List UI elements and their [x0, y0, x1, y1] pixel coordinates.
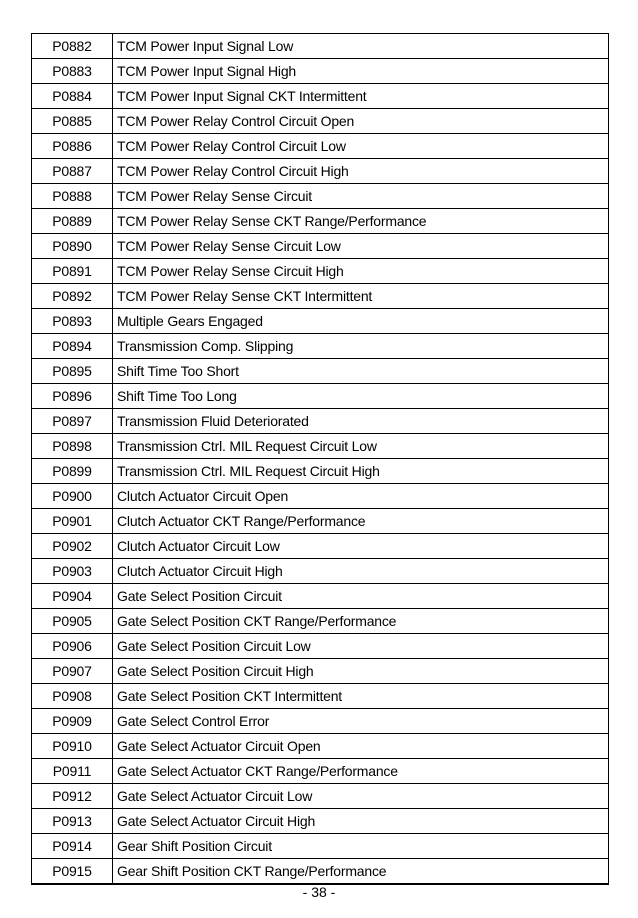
page-number: - 38 -: [302, 884, 336, 900]
dtc-code-cell: P0898: [32, 434, 113, 459]
dtc-code-cell: P0887: [32, 159, 113, 184]
dtc-description-cell: Transmission Fluid Deteriorated: [113, 409, 609, 434]
table-row: [32, 609, 609, 634]
dtc-description-cell: Transmission Ctrl. MIL Request Circuit High: [113, 459, 609, 484]
table-row: [32, 34, 609, 59]
dtc-code-cell: P0905: [32, 609, 113, 634]
table-row: [32, 809, 609, 834]
dtc-description-cell: Gate Select Position Circuit: [113, 584, 609, 609]
table-row: [32, 459, 609, 484]
table-row: [32, 59, 609, 84]
table-row: [32, 259, 609, 284]
dtc-description-cell: TCM Power Relay Sense Circuit: [113, 184, 609, 209]
dtc-code-cell: P0911: [32, 759, 113, 784]
dtc-description-cell: TCM Power Relay Sense Circuit Low: [113, 234, 609, 259]
dtc-description-cell: Transmission Comp. Slipping: [113, 334, 609, 359]
dtc-description-cell: Gate Select Actuator Circuit High: [113, 809, 609, 834]
table-row: [32, 759, 609, 784]
dtc-description-cell: Gate Select Position Circuit High: [113, 659, 609, 684]
dtc-description-cell: TCM Power Input Signal CKT Intermittent: [113, 84, 609, 109]
dtc-description-cell: Shift Time Too Short: [113, 359, 609, 384]
dtc-code-cell: P0892: [32, 284, 113, 309]
table-row: [32, 184, 609, 209]
dtc-code-cell: P0894: [32, 334, 113, 359]
dtc-description-cell: Gate Select Actuator CKT Range/Performance: [113, 759, 609, 784]
dtc-code-cell: P0899: [32, 459, 113, 484]
table-row: [32, 84, 609, 109]
dtc-code-cell: P0883: [32, 59, 113, 84]
dtc-code-cell: P0896: [32, 384, 113, 409]
table-row: [32, 434, 609, 459]
dtc-code-table: [31, 33, 609, 885]
dtc-code-cell: P0908: [32, 684, 113, 709]
table-row: [32, 334, 609, 359]
dtc-code-cell: P0900: [32, 484, 113, 509]
dtc-code-cell: P0912: [32, 784, 113, 809]
table-row: [32, 234, 609, 259]
table-row: [32, 784, 609, 809]
dtc-description-cell: Clutch Actuator Circuit High: [113, 559, 609, 584]
table-row: [32, 159, 609, 184]
dtc-description-cell: Gate Select Actuator Circuit Low: [113, 784, 609, 809]
dtc-description-cell: Shift Time Too Long: [113, 384, 609, 409]
dtc-code-cell: P0907: [32, 659, 113, 684]
table-row: [32, 309, 609, 334]
table-row: [32, 209, 609, 234]
dtc-description-cell: Gate Select Position CKT Intermittent: [113, 684, 609, 709]
dtc-description-cell: TCM Power Relay Sense Circuit High: [113, 259, 609, 284]
dtc-description-cell: TCM Power Relay Sense CKT Intermittent: [113, 284, 609, 309]
dtc-description-cell: TCM Power Input Signal High: [113, 59, 609, 84]
dtc-code-cell: P0890: [32, 234, 113, 259]
table-row: [32, 859, 609, 885]
dtc-description-cell: TCM Power Relay Control Circuit Open: [113, 109, 609, 134]
dtc-description-cell: Gate Select Control Error: [113, 709, 609, 734]
dtc-description-cell: TCM Power Relay Sense CKT Range/Performance: [113, 209, 609, 234]
dtc-code-cell: P0895: [32, 359, 113, 384]
dtc-description-cell: TCM Power Relay Control Circuit High: [113, 159, 609, 184]
table-row: [32, 284, 609, 309]
table-row: [32, 409, 609, 434]
dtc-code-cell: P0906: [32, 634, 113, 659]
table-row: [32, 659, 609, 684]
table-row: [32, 509, 609, 534]
dtc-description-cell: Gear Shift Position CKT Range/Performance: [113, 859, 609, 885]
table-row: [32, 484, 609, 509]
dtc-code-cell: P0913: [32, 809, 113, 834]
table-row: [32, 709, 609, 734]
table-row: [32, 534, 609, 559]
dtc-description-cell: TCM Power Input Signal Low: [113, 34, 609, 59]
dtc-description-cell: TCM Power Relay Control Circuit Low: [113, 134, 609, 159]
dtc-description-cell: Clutch Actuator Circuit Low: [113, 534, 609, 559]
dtc-description-cell: Gear Shift Position Circuit: [113, 834, 609, 859]
dtc-description-cell: Multiple Gears Engaged: [113, 309, 609, 334]
table-row: [32, 559, 609, 584]
dtc-description-cell: Gate Select Position CKT Range/Performance: [113, 609, 609, 634]
table-row: [32, 384, 609, 409]
table-row: [32, 734, 609, 759]
dtc-code-cell: P0885: [32, 109, 113, 134]
dtc-code-cell: P0882: [32, 34, 113, 59]
table-row: [32, 359, 609, 384]
dtc-code-cell: P0891: [32, 259, 113, 284]
dtc-code-cell: P0904: [32, 584, 113, 609]
dtc-description-cell: Transmission Ctrl. MIL Request Circuit Low: [113, 434, 609, 459]
dtc-description-cell: Clutch Actuator CKT Range/Performance: [113, 509, 609, 534]
dtc-code-cell: P0903: [32, 559, 113, 584]
dtc-code-cell: P0886: [32, 134, 113, 159]
table-row: [32, 634, 609, 659]
dtc-code-cell: P0888: [32, 184, 113, 209]
dtc-code-cell: P0910: [32, 734, 113, 759]
dtc-description-cell: Gate Select Actuator Circuit Open: [113, 734, 609, 759]
dtc-table-body: [32, 34, 609, 885]
table-row: [32, 584, 609, 609]
table-row: [32, 109, 609, 134]
dtc-code-cell: P0914: [32, 834, 113, 859]
table-row: [32, 684, 609, 709]
table-row: [32, 834, 609, 859]
dtc-code-cell: P0901: [32, 509, 113, 534]
dtc-code-cell: P0893: [32, 309, 113, 334]
dtc-code-cell: P0889: [32, 209, 113, 234]
dtc-code-cell: P0897: [32, 409, 113, 434]
dtc-code-cell: P0884: [32, 84, 113, 109]
dtc-description-cell: Gate Select Position Circuit Low: [113, 634, 609, 659]
dtc-code-cell: P0902: [32, 534, 113, 559]
table-row: [32, 134, 609, 159]
dtc-code-cell: P0915: [32, 859, 113, 885]
dtc-description-cell: Clutch Actuator Circuit Open: [113, 484, 609, 509]
dtc-code-cell: P0909: [32, 709, 113, 734]
